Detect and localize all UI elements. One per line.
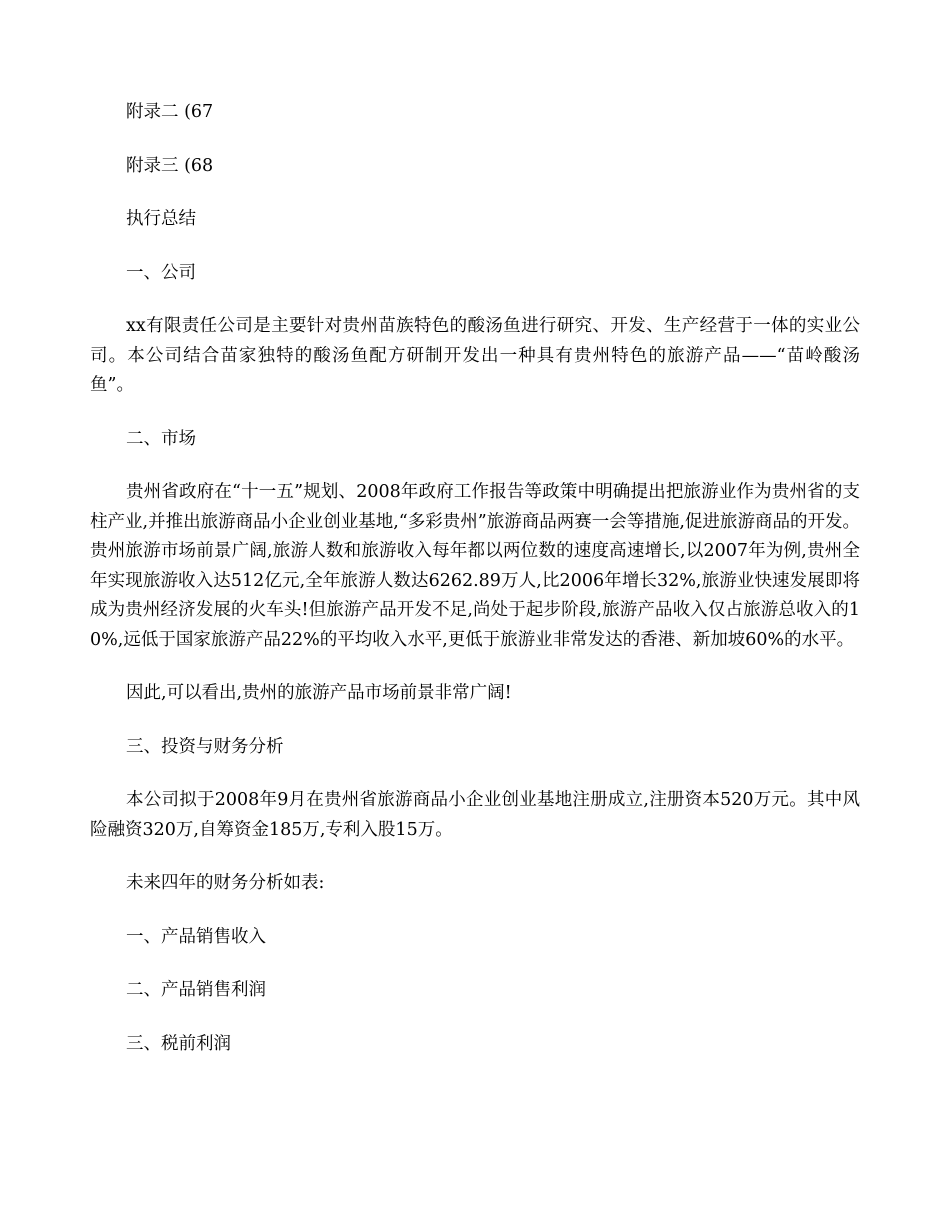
appendix-three: 附录三 (68 — [126, 155, 214, 176]
section-company-title: 一、公司 — [126, 262, 196, 283]
spacer — [90, 1006, 860, 1030]
executive-summary-title: 执行总结 — [126, 209, 196, 229]
spacer — [90, 762, 860, 786]
spacer — [90, 454, 860, 478]
spacer — [90, 709, 860, 733]
spacer — [90, 181, 860, 205]
financial-table-intro: 未来四年的财务分析如表: — [126, 873, 325, 893]
section-investment-title: 三、投资与财务分析 — [126, 736, 284, 757]
spacer — [90, 288, 860, 312]
item-sales-revenue: 一、产品销售收入 — [126, 926, 266, 947]
item-pretax-profit: 三、税前利润 — [126, 1033, 231, 1054]
spacer — [90, 899, 860, 923]
appendix-two: 附录二 (67 — [126, 102, 214, 122]
market-conclusion-paragraph: 因此,可以看出,贵州的旅游产品市场前景非常广阔! — [126, 683, 512, 703]
item-sales-profit: 二、产品销售利润 — [126, 980, 266, 1000]
section-market-title: 二、市场 — [126, 428, 196, 449]
spacer — [90, 128, 860, 152]
spacer — [90, 655, 860, 679]
spacer — [90, 952, 860, 976]
investment-paragraph: 本公司拟于2008年9月在贵州省旅游商品小企业创业基地注册成立,注册资本520万元。其中风险融资320万,自筹资金185万,专利入股15万。 — [90, 790, 860, 840]
spacer — [90, 845, 860, 869]
spacer — [90, 401, 860, 425]
spacer — [90, 235, 860, 259]
company-paragraph: xx有限责任公司是主要针对贵州苗族特色的酸汤鱼进行研究、开发、生产经营于一体的实业公司。本公司结合苗家独特的酸汤鱼配方研制开发出一种具有贵州特色的旅游产品——“苗岭酸汤鱼”。 — [90, 316, 860, 395]
market-paragraph: 贵州省政府在“十一五”规划、2008年政府工作报告等政策中明确提出把旅游业作为贵州省的支柱产业,并推出旅游商品小企业创业基地,“多彩贵州”旅游商品两赛一会等措施,促进旅游商品的开发。贵州旅游市场前景广阔,旅游人数和旅游收入每年都以两位数的速度高速增长,以2007年为例,贵州全年实现旅游收入达512亿元,全年旅游人数达6262.89万人,比2006年增长32%,旅游业快速发展即将成为贵州经济发展的火车头!但旅游产品开发不足,尚处于起步阶段,旅游产品收入仅占旅游总收入的10%,远低于国家旅游产品22%的平均收入水平,更低于旅游业非常发达的香港、新加坡60%的水平。 — [90, 482, 860, 650]
